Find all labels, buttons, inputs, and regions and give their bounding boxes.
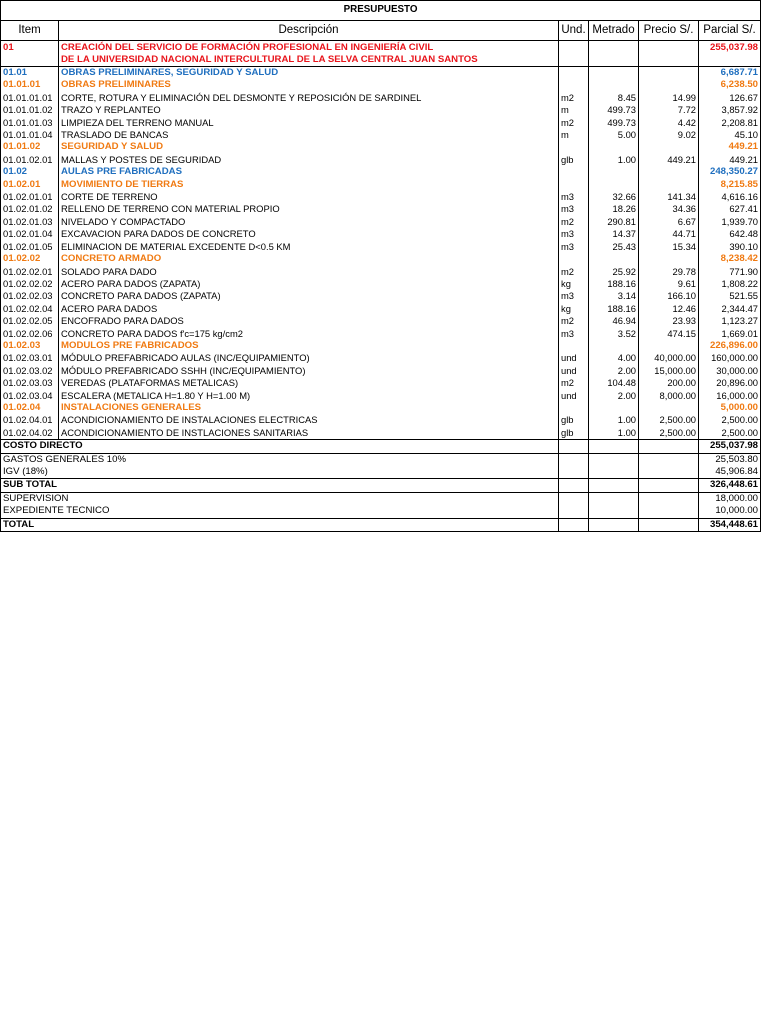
item-code: 01.02.03.02	[1, 365, 59, 377]
item-parcial: 226,896.00	[699, 340, 761, 352]
item-precio	[639, 179, 699, 191]
total-label: SUB TOTAL	[1, 479, 559, 492]
section-row	[1, 402, 761, 414]
project-title-line-2: DE LA UNIVERSIDAD NACIONAL INTERCULTURAL DE LA SELVA CENTRAL JUAN SANTOS	[61, 53, 478, 65]
item-code: 01.02.01.02	[1, 203, 59, 215]
total-label: COSTO DIRECTO	[1, 440, 559, 453]
project-description	[59, 41, 559, 67]
item-metrado: 14.37	[589, 228, 639, 240]
section-row	[1, 340, 761, 352]
table-row	[1, 427, 761, 440]
item-description: MÓDULO PREFABRICADO AULAS (INC/EQUIPAMIENTO)	[59, 352, 559, 364]
item-description: ENCOFRADO PARA DADOS	[59, 315, 559, 327]
item-code: 01.02.01.04	[1, 228, 59, 240]
item-precio	[639, 79, 699, 91]
item-metrado: 25.92	[589, 266, 639, 278]
total-precio	[639, 492, 699, 505]
header-descripcion: Descripción	[59, 21, 559, 41]
item-precio	[639, 141, 699, 153]
total-value: 25,503.80	[699, 453, 761, 466]
total-label: TOTAL	[1, 518, 559, 531]
item-description: OBRAS PRELIMINARES	[59, 79, 559, 91]
total-label: IGV (18%)	[1, 466, 559, 479]
item-precio: 8,000.00	[639, 390, 699, 402]
item-parcial: 2,344.47	[699, 303, 761, 315]
total-metrado	[589, 466, 639, 479]
header-precio: Precio S/.	[639, 21, 699, 41]
item-metrado: 32.66	[589, 191, 639, 203]
total-value: 255,037.98	[699, 440, 761, 453]
item-parcial: 449.21	[699, 141, 761, 153]
item-precio: 34.36	[639, 203, 699, 215]
item-unit: glb	[559, 154, 589, 166]
item-precio	[639, 253, 699, 265]
item-precio: 44.71	[639, 228, 699, 240]
item-precio: 2,500.00	[639, 414, 699, 426]
item-description: CONCRETO PARA DADOS (ZAPATA)	[59, 290, 559, 302]
table-row	[1, 117, 761, 129]
item-metrado: 1.00	[589, 154, 639, 166]
item-precio: 474.15	[639, 328, 699, 340]
total-und	[559, 440, 589, 453]
total-metrado	[589, 440, 639, 453]
item-metrado	[589, 141, 639, 153]
item-metrado	[589, 179, 639, 191]
item-metrado: 188.16	[589, 303, 639, 315]
table-row	[1, 352, 761, 364]
item-code: 01.02	[1, 166, 59, 178]
item-code: 01.02.01.05	[1, 241, 59, 253]
item-parcial: 126.67	[699, 92, 761, 104]
section-row	[1, 253, 761, 265]
table-row	[1, 191, 761, 203]
item-metrado	[589, 166, 639, 178]
header-und: Und.	[559, 21, 589, 41]
total-row	[1, 505, 761, 518]
item-description: CONCRETO ARMADO	[59, 253, 559, 265]
total-metrado	[589, 492, 639, 505]
item-code: 01.02.01	[1, 179, 59, 191]
item-description: MALLAS Y POSTES DE SEGURIDAD	[59, 154, 559, 166]
table-row	[1, 129, 761, 141]
table-row	[1, 228, 761, 240]
total-und	[559, 518, 589, 531]
item-metrado: 4.00	[589, 352, 639, 364]
item-description: INSTALACIONES GENERALES	[59, 402, 559, 414]
table-row	[1, 203, 761, 215]
project-row	[1, 41, 761, 67]
table-row	[1, 303, 761, 315]
item-description: SOLADO PARA DADO	[59, 266, 559, 278]
project-precio	[639, 41, 699, 67]
item-unit: kg	[559, 278, 589, 290]
item-unit	[559, 340, 589, 352]
project-und	[559, 41, 589, 67]
project-metrado	[589, 41, 639, 67]
total-precio	[639, 453, 699, 466]
item-metrado	[589, 340, 639, 352]
table-row	[1, 241, 761, 253]
item-precio	[639, 402, 699, 414]
title-row	[1, 1, 761, 21]
total-metrado	[589, 505, 639, 518]
item-precio: 6.67	[639, 216, 699, 228]
item-parcial: 20,896.00	[699, 377, 761, 389]
item-precio: 29.78	[639, 266, 699, 278]
item-metrado	[589, 67, 639, 80]
item-code: 01.01.01.04	[1, 129, 59, 141]
item-unit: m2	[559, 216, 589, 228]
item-description: ACONDICIONAMIENTO DE INSTALACIONES ELECTRICAS	[59, 414, 559, 426]
item-code: 01.02.04.02	[1, 427, 59, 440]
item-parcial: 4,616.16	[699, 191, 761, 203]
item-parcial: 6,238.50	[699, 79, 761, 91]
item-metrado: 5.00	[589, 129, 639, 141]
item-description: MÓDULO PREFABRICADO SSHH (INC/EQUIPAMIENTO)	[59, 365, 559, 377]
item-precio: 40,000.00	[639, 352, 699, 364]
item-unit: m2	[559, 315, 589, 327]
item-unit: m	[559, 129, 589, 141]
total-row	[1, 466, 761, 479]
table-row	[1, 414, 761, 426]
item-metrado	[589, 79, 639, 91]
item-description: ACERO PARA DADOS	[59, 303, 559, 315]
total-label: EXPEDIENTE TECNICO	[1, 505, 559, 518]
item-unit: und	[559, 390, 589, 402]
table-row	[1, 216, 761, 228]
item-unit: kg	[559, 303, 589, 315]
item-unit: glb	[559, 427, 589, 440]
item-precio: 166.10	[639, 290, 699, 302]
item-precio: 14.99	[639, 92, 699, 104]
total-row	[1, 453, 761, 466]
total-value: 18,000.00	[699, 492, 761, 505]
page-title: PRESUPUESTO	[1, 1, 761, 21]
item-precio: 7.72	[639, 104, 699, 116]
item-parcial: 1,808.22	[699, 278, 761, 290]
total-row	[1, 492, 761, 505]
item-code: 01.02.03.03	[1, 377, 59, 389]
item-code: 01.01	[1, 67, 59, 80]
item-code: 01.02.04.01	[1, 414, 59, 426]
item-parcial: 642.48	[699, 228, 761, 240]
item-description: CORTE, ROTURA Y ELIMINACIÓN DEL DESMONTE Y REPOSICIÓN DE SARDINEL	[59, 92, 559, 104]
item-description: ACERO PARA DADOS (ZAPATA)	[59, 278, 559, 290]
item-code: 01.02.02.04	[1, 303, 59, 315]
item-metrado: 2.00	[589, 365, 639, 377]
item-parcial: 5,000.00	[699, 402, 761, 414]
item-unit: m	[559, 104, 589, 116]
item-parcial: 1,939.70	[699, 216, 761, 228]
item-unit: m2	[559, 117, 589, 129]
total-metrado	[589, 518, 639, 531]
item-code: 01.01.01.02	[1, 104, 59, 116]
total-precio	[639, 518, 699, 531]
table-row	[1, 266, 761, 278]
table-row	[1, 377, 761, 389]
item-code: 01.01.02	[1, 141, 59, 153]
item-code: 01.02.01.01	[1, 191, 59, 203]
item-code: 01.02.02.05	[1, 315, 59, 327]
item-code: 01.01.02.01	[1, 154, 59, 166]
total-row	[1, 479, 761, 492]
item-description: ESCALERA (METALICA H=1.80 Y H=1.00 M)	[59, 390, 559, 402]
item-unit: m3	[559, 241, 589, 253]
item-metrado: 104.48	[589, 377, 639, 389]
item-description: MODULOS PRE FABRICADOS	[59, 340, 559, 352]
table-row	[1, 92, 761, 104]
item-parcial: 771.90	[699, 266, 761, 278]
section-row	[1, 67, 761, 80]
item-description: CORTE DE TERRENO	[59, 191, 559, 203]
table-row	[1, 278, 761, 290]
item-parcial: 627.41	[699, 203, 761, 215]
total-value: 10,000.00	[699, 505, 761, 518]
item-metrado: 18.26	[589, 203, 639, 215]
item-description: OBRAS PRELIMINARES, SEGURIDAD Y SALUD	[59, 67, 559, 80]
table-row	[1, 104, 761, 116]
item-code: 01.02.02.01	[1, 266, 59, 278]
item-unit	[559, 179, 589, 191]
item-description: RELLENO DE TERRENO CON MATERIAL PROPIO	[59, 203, 559, 215]
item-unit	[559, 79, 589, 91]
total-value: 45,906.84	[699, 466, 761, 479]
item-unit	[559, 67, 589, 80]
item-unit: m3	[559, 203, 589, 215]
item-precio: 2,500.00	[639, 427, 699, 440]
item-code: 01.02.02.03	[1, 290, 59, 302]
item-metrado: 2.00	[589, 390, 639, 402]
item-description: LIMPIEZA DEL TERRENO MANUAL	[59, 117, 559, 129]
item-unit	[559, 141, 589, 153]
project-parcial: 255,037.98	[699, 41, 761, 67]
item-parcial: 1,669.01	[699, 328, 761, 340]
total-metrado	[589, 453, 639, 466]
table-row	[1, 328, 761, 340]
total-und	[559, 479, 589, 492]
item-unit: m2	[559, 266, 589, 278]
header-item: Item	[1, 21, 59, 41]
item-unit: m3	[559, 328, 589, 340]
item-precio: 200.00	[639, 377, 699, 389]
item-parcial: 521.55	[699, 290, 761, 302]
header-parcial: Parcial S/.	[699, 21, 761, 41]
total-value: 326,448.61	[699, 479, 761, 492]
item-description: AULAS PRE FABRICADAS	[59, 166, 559, 178]
item-precio: 9.02	[639, 129, 699, 141]
section-row	[1, 141, 761, 153]
item-metrado: 25.43	[589, 241, 639, 253]
item-metrado	[589, 402, 639, 414]
item-unit: m2	[559, 377, 589, 389]
total-und	[559, 492, 589, 505]
item-unit: und	[559, 365, 589, 377]
item-code: 01.02.03	[1, 340, 59, 352]
table-row	[1, 315, 761, 327]
item-precio	[639, 166, 699, 178]
item-metrado: 499.73	[589, 117, 639, 129]
item-precio: 15.34	[639, 241, 699, 253]
total-row	[1, 518, 761, 531]
total-precio	[639, 505, 699, 518]
item-description: ACONDICIONAMIENTO DE INSTLACIONES SANITARIAS	[59, 427, 559, 440]
total-precio	[639, 479, 699, 492]
item-unit: m2	[559, 92, 589, 104]
item-code: 01.02.02.06	[1, 328, 59, 340]
item-precio: 9.61	[639, 278, 699, 290]
item-metrado: 290.81	[589, 216, 639, 228]
item-parcial: 8,238.42	[699, 253, 761, 265]
item-unit	[559, 253, 589, 265]
item-description: NIVELADO Y COMPACTADO	[59, 216, 559, 228]
item-parcial: 390.10	[699, 241, 761, 253]
item-parcial: 2,500.00	[699, 414, 761, 426]
item-parcial: 1,123.27	[699, 315, 761, 327]
item-metrado: 8.45	[589, 92, 639, 104]
item-precio: 12.46	[639, 303, 699, 315]
item-metrado: 1.00	[589, 427, 639, 440]
item-code: 01.02.03.01	[1, 352, 59, 364]
item-description: ELIMINACION DE MATERIAL EXCEDENTE D<0.5 KM	[59, 241, 559, 253]
section-row	[1, 166, 761, 178]
total-label: GASTOS GENERALES 10%	[1, 453, 559, 466]
item-code: 01.01.01.03	[1, 117, 59, 129]
item-unit: m3	[559, 290, 589, 302]
table-row	[1, 154, 761, 166]
table-row	[1, 365, 761, 377]
item-parcial: 2,208.81	[699, 117, 761, 129]
item-metrado: 1.00	[589, 414, 639, 426]
project-title-line-1: CREACIÓN DEL SERVICIO DE FORMACIÓN PROFESIONAL EN INGENIERÍA CIVIL	[61, 42, 434, 53]
table-row	[1, 390, 761, 402]
item-description: VEREDAS (PLATAFORMAS METALICAS)	[59, 377, 559, 389]
item-parcial: 45.10	[699, 129, 761, 141]
item-parcial: 449.21	[699, 154, 761, 166]
item-parcial: 6,687.71	[699, 67, 761, 80]
item-description: TRASLADO DE BANCAS	[59, 129, 559, 141]
item-unit	[559, 402, 589, 414]
item-unit: m3	[559, 191, 589, 203]
total-und	[559, 466, 589, 479]
total-precio	[639, 466, 699, 479]
section-row	[1, 79, 761, 91]
item-metrado: 3.14	[589, 290, 639, 302]
item-unit	[559, 166, 589, 178]
table-row	[1, 290, 761, 302]
total-und	[559, 505, 589, 518]
total-value: 354,448.61	[699, 518, 761, 531]
item-precio: 449.21	[639, 154, 699, 166]
total-row	[1, 440, 761, 453]
item-precio: 141.34	[639, 191, 699, 203]
item-metrado: 46.94	[589, 315, 639, 327]
header-metrado: Metrado	[589, 21, 639, 41]
item-parcial: 16,000.00	[699, 390, 761, 402]
item-parcial: 248,350.27	[699, 166, 761, 178]
total-precio	[639, 440, 699, 453]
item-unit: glb	[559, 414, 589, 426]
item-precio	[639, 67, 699, 80]
header-row	[1, 21, 761, 41]
item-code: 01.02.02	[1, 253, 59, 265]
item-description: CONCRETO PARA DADOS f'c=175 kg/cm2	[59, 328, 559, 340]
item-code: 01.01.01.01	[1, 92, 59, 104]
item-unit: m3	[559, 228, 589, 240]
item-parcial: 8,215.85	[699, 179, 761, 191]
item-description: EXCAVACION PARA DADOS DE CONCRETO	[59, 228, 559, 240]
item-precio	[639, 340, 699, 352]
item-parcial: 3,857.92	[699, 104, 761, 116]
total-und	[559, 453, 589, 466]
item-code: 01.02.04	[1, 402, 59, 414]
item-metrado: 3.52	[589, 328, 639, 340]
item-code: 01.02.01.03	[1, 216, 59, 228]
item-metrado	[589, 253, 639, 265]
item-precio: 4.42	[639, 117, 699, 129]
section-row	[1, 179, 761, 191]
total-metrado	[589, 479, 639, 492]
item-parcial: 160,000.00	[699, 352, 761, 364]
item-code: 01.01.01	[1, 79, 59, 91]
item-metrado: 499.73	[589, 104, 639, 116]
item-description: TRAZO Y REPLANTEO	[59, 104, 559, 116]
item-precio: 23.93	[639, 315, 699, 327]
item-parcial: 2,500.00	[699, 427, 761, 440]
item-description: MOVIMIENTO DE TIERRAS	[59, 179, 559, 191]
item-metrado: 188.16	[589, 278, 639, 290]
total-label: SUPERVISION	[1, 492, 559, 505]
item-description: SEGURIDAD Y SALUD	[59, 141, 559, 153]
item-code: 01.02.03.04	[1, 390, 59, 402]
item-parcial: 30,000.00	[699, 365, 761, 377]
item-code: 01.02.02.02	[1, 278, 59, 290]
project-item: 01	[1, 41, 59, 67]
item-unit: und	[559, 352, 589, 364]
item-precio: 15,000.00	[639, 365, 699, 377]
